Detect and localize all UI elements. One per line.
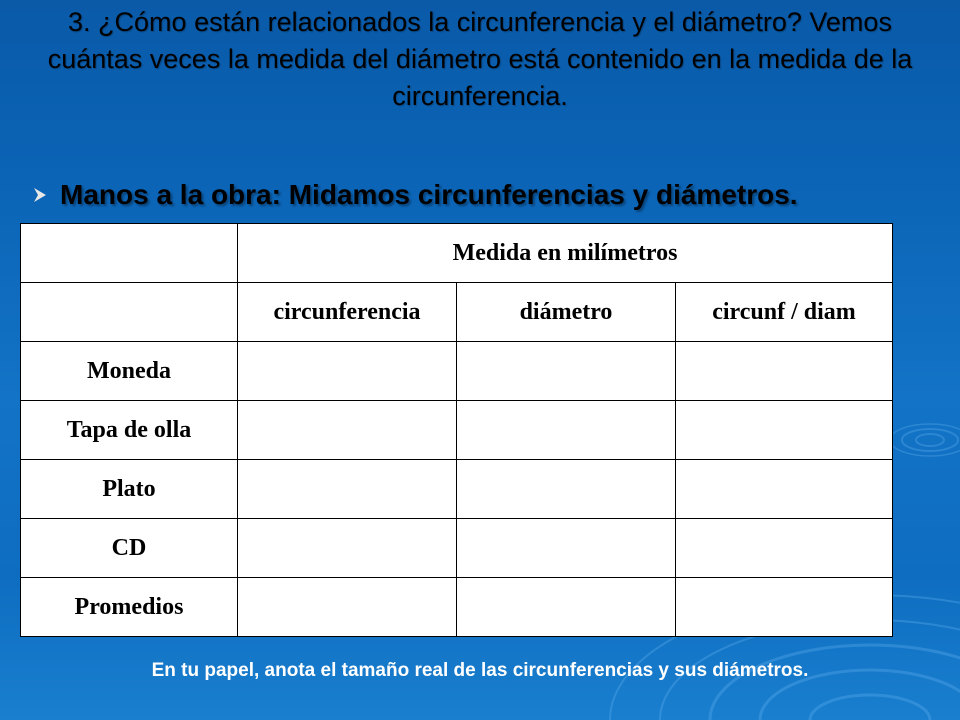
diameter-cell[interactable] (457, 460, 676, 519)
diameter-cell[interactable] (457, 519, 676, 578)
circumference-cell[interactable] (238, 401, 457, 460)
arrow-bullet-icon (34, 188, 46, 202)
ratio-cell[interactable] (676, 460, 893, 519)
column-header: circunferencia (238, 283, 457, 342)
column-header: diámetro (457, 283, 676, 342)
circumference-cell[interactable] (238, 578, 457, 637)
ratio-cell[interactable] (676, 578, 893, 637)
table-row (21, 460, 893, 519)
column-header: circunf / diam (676, 283, 893, 342)
circumference-cell[interactable] (238, 460, 457, 519)
ratio-cell[interactable] (676, 519, 893, 578)
column-header-row (21, 283, 893, 342)
measurement-table (20, 223, 893, 637)
row-label: Tapa de olla (21, 401, 238, 460)
table-header-row (21, 224, 893, 283)
table-row (21, 401, 893, 460)
empty-corner-cell (21, 224, 238, 283)
row-label: Moneda (21, 342, 238, 401)
row-label: Plato (21, 460, 238, 519)
circumference-cell[interactable] (238, 519, 457, 578)
slide-subtitle: Manos a la obra: Midamos circunferencias y diámetros. (60, 179, 798, 210)
empty-corner-cell (21, 283, 238, 342)
diameter-cell[interactable] (457, 401, 676, 460)
row-label: Promedios (21, 578, 238, 637)
circumference-cell[interactable] (238, 342, 457, 401)
table-row (21, 342, 893, 401)
table-row (21, 578, 893, 637)
row-label: CD (21, 519, 238, 578)
ratio-cell[interactable] (676, 401, 893, 460)
table-row (21, 519, 893, 578)
subtitle-row (34, 177, 934, 213)
diameter-cell[interactable] (457, 578, 676, 637)
diameter-cell[interactable] (457, 342, 676, 401)
slide-title: 3. ¿Cómo están relacionados la circunferencia y el diámetro? Vemos cuántas veces la medida del diámetro está contenido en la medida de la circunferencia. (47, 7, 913, 111)
ratio-cell[interactable] (676, 342, 893, 401)
footer-note: En tu papel, anota el tamaño real de las circunferencias y sus diámetros. (151, 660, 809, 681)
group-header-cell: Medida en milímetros (238, 224, 893, 283)
